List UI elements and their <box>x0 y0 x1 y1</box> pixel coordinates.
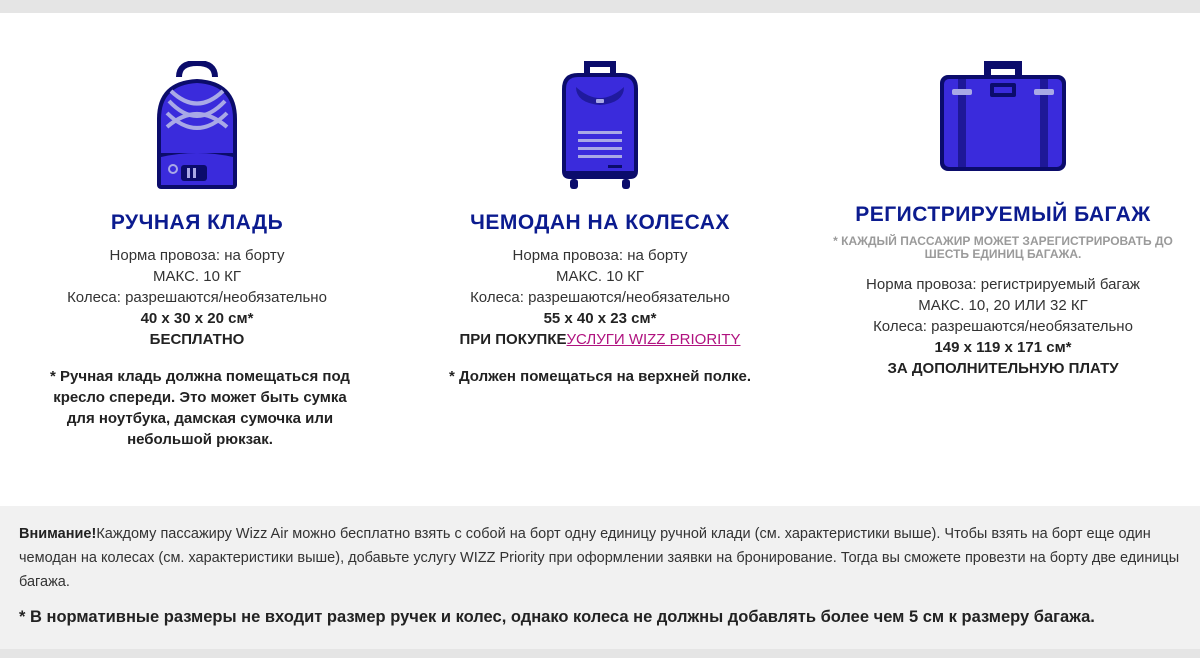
item-footnote: * Должен помещаться на верхней полке. <box>448 368 752 385</box>
wheels-text: Колеса: разрешаются/необязательно <box>67 289 327 306</box>
baggage-card <box>0 13 1200 506</box>
item-title: РУЧНАЯ КЛАДЬ <box>110 211 284 234</box>
item-title: ЧЕМОДАН НА КОЛЕСАХ <box>470 211 730 234</box>
attention-body: Каждому пассажиру Wizz Air можно бесплатно взять с собой на борт одну единицу ручной клади (см. характеристики выше). Чтобы взять на борт еще один чемодан на колесах (см. характеристики выше), добавьте услугу WIZZ Priority при оформлении заявки на бронирование. Тогда вы сможете провезти на борту две единицы багажа. <box>19 526 1180 590</box>
wizz-priority-link[interactable]: УСЛУГИ WIZZ PRIORITY <box>566 331 741 348</box>
trolley-suitcase-icon <box>560 59 640 196</box>
allowance-text: Норма провоза: на борту <box>109 247 285 264</box>
item-title: РЕГИСТРИРУЕМЫЙ БАГАЖ <box>855 203 1151 226</box>
checked-suitcase-icon <box>938 61 1068 178</box>
attention-text <box>19 522 1181 594</box>
top-strip <box>0 0 1200 13</box>
backpack-icon <box>151 61 243 196</box>
size-note: * В нормативные размеры не входит размер ручек и колес, однако колеса не должны добавлять более чем 5 см к размеру багажа. <box>19 608 1095 626</box>
price-prefix: ПРИ ПОКУПКЕ <box>459 331 567 348</box>
dimensions-text: 149 x 119 x 171 см* <box>934 339 1072 356</box>
price-text: БЕСПЛАТНО <box>149 331 245 348</box>
max-weight-text: МАКС. 10 КГ <box>153 268 241 285</box>
item-details <box>440 245 760 350</box>
wheels-text: Колеса: разрешаются/необязательно <box>873 318 1133 335</box>
info-panel <box>0 506 1200 649</box>
attention-lead: Внимание! <box>19 526 97 542</box>
bottom-strip <box>0 649 1200 658</box>
item-subnote: * КАЖДЫЙ ПАССАЖИР МОЖЕТ ЗАРЕГИСТРИРОВАТЬ ДО ШЕСТЬ ЕДИНИЦ БАГАЖА. <box>833 234 1173 261</box>
allowance-text: Норма провоза: на борту <box>512 247 688 264</box>
dimensions-text: 55 x 40 x 23 см* <box>543 310 657 327</box>
price-line <box>440 329 760 350</box>
wheels-text: Колеса: разрешаются/необязательно <box>470 289 730 306</box>
dimensions-text: 40 x 30 x 20 см* <box>140 310 254 327</box>
max-weight-text: МАКС. 10 КГ <box>556 268 644 285</box>
item-details <box>808 274 1198 379</box>
price-text: ЗА ДОПОЛНИТЕЛЬНУЮ ПЛАТУ <box>887 360 1119 377</box>
max-weight-text: МАКС. 10, 20 ИЛИ 32 КГ <box>918 297 1088 314</box>
allowance-text: Норма провоза: регистрируемый багаж <box>866 276 1140 293</box>
item-details <box>37 245 357 350</box>
item-footnote: * Ручная кладь должна помещаться под кресло спереди. Это может быть сумка для ноутбука, дамская сумочка или небольшой рюкзак. <box>50 368 350 448</box>
